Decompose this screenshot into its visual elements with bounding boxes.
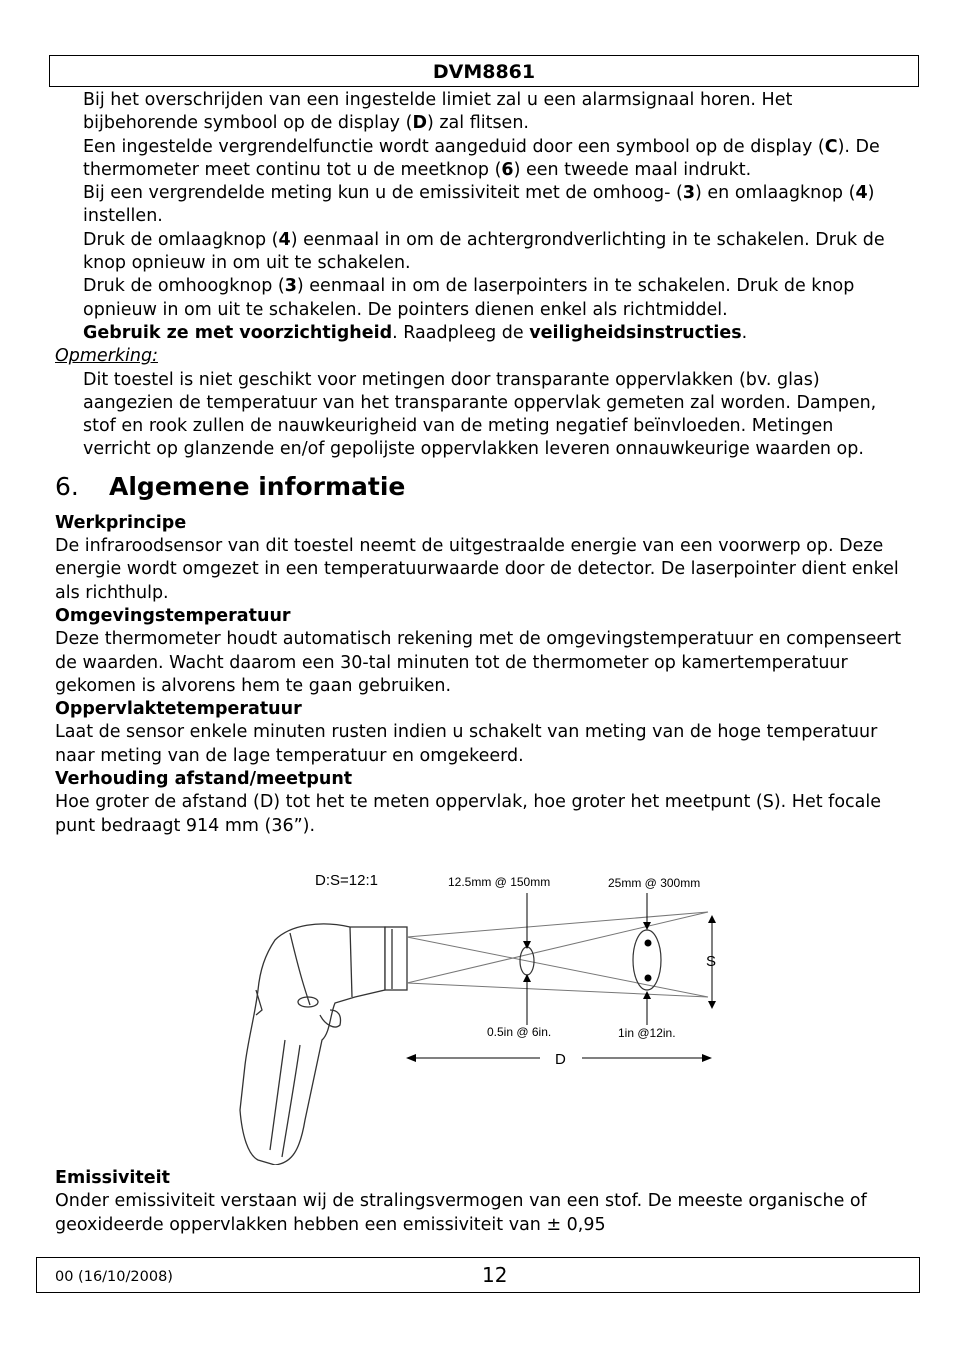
subsection-heading-omgevingstemperatuur: Omgevingstemperatuur: [55, 605, 291, 626]
s-arrowhead-top: [708, 915, 716, 923]
spot2-top-label: 25mm @ 300mm: [608, 876, 701, 890]
intro-paragraph-5: Druk de omhoogknop (3) eenmaal in om de laserpointers in te schakelen. Druk de knop opnieuw in om uit te schakelen. De pointers dienen enkel als richtmiddel.: [83, 276, 855, 320]
subsection-text-werkprincipe: De infraroodsensor van dit toestel neemt de uitgestraalde energie van een voorwerp op. Deze energie wordt omgezet in een temperatuurwaarde door de detector. De laserpointer dient enkel als richthulp.: [55, 536, 899, 603]
spot2-bottom-label: 1in @12in.: [618, 1026, 676, 1040]
laser-dot-upper: [645, 940, 652, 947]
note-text: Dit toestel is niet geschikt voor metingen door transparante oppervlakken (bv. glas) aangezien de temperatuur van het transparante oppervlak gemeten zal worden. Dampen, stof en rook zullen de nauwkeurigheid van de meting negatief beïnvloeden. Metingen verricht op glanzende en/of gepolijste oppervlakken leveren onnauwkeurige waarden op.: [83, 369, 877, 460]
intro-paragraph-6: Gebruik ze met voorzichtigheid. Raadpleeg de veiligheidsinstructies.: [83, 322, 748, 343]
page-content: [55, 89, 905, 838]
subsection-heading-werkprincipe: Werkprincipe: [55, 512, 187, 533]
intro-block: [55, 89, 905, 345]
intro-paragraph-3: Bij een vergrendelde meting kun u de emissiviteit met de omhoog- (3) en omlaagknop (4) instellen.: [83, 183, 875, 227]
d-arrowhead-right: [702, 1054, 712, 1062]
spot2-bottom-arrowhead: [643, 991, 651, 999]
page-number: 12: [482, 1263, 508, 1287]
spot1-bottom-label: 0.5in @ 6in.: [487, 1025, 552, 1039]
emissivity-heading: Emissiviteit: [55, 1168, 171, 1188]
emissivity-block: [55, 1167, 905, 1237]
footer-date: 00 (16/10/2008): [55, 1269, 173, 1285]
page-footer: [36, 1257, 920, 1293]
section-heading: [55, 472, 905, 502]
spot1-bottom-arrowhead: [523, 974, 531, 982]
thermometer-gun-icon: [240, 924, 407, 1165]
emissivity-text: Onder emissiviteit verstaan wij de stralingsvermogen van een stof. De meeste organische of geoxideerde oppervlakken hebben een emissiviteit van ± 0,95: [55, 1191, 867, 1235]
spot1-top-label: 12.5mm @ 150mm: [448, 875, 551, 889]
d-arrowhead-left: [406, 1054, 416, 1062]
s-label: S: [706, 953, 717, 970]
intro-paragraph-4: Druk de omlaagknop (4) eenmaal in om de achtergrondverlichting in te schakelen. Druk de knop opnieuw in om uit te schakelen.: [83, 229, 885, 274]
subsection-text-omgevingstemperatuur: Deze thermometer houdt automatisch rekening met de omgevingstemperatuur en compenseert de waarden. Wacht daarom een 30-tal minuten tot de thermometer op kamertemperatuur gekomen is alvorens hem te gaan gebruiken.: [55, 629, 902, 696]
section-title: Algemene informatie: [109, 471, 406, 501]
subsection-heading-oppervlaktetemperatuur: Oppervlaktetemperatuur: [55, 699, 302, 720]
ratio-label: D:S=12:1: [315, 872, 378, 889]
d-label: D: [555, 1051, 566, 1068]
document-model-title: DVM8861: [432, 61, 536, 83]
subsection-text-verhouding: Hoe groter de afstand (D) tot het te meten oppervlak, hoe groter het meetpunt (S). Het focale punt bedraagt 914 mm (36”).: [55, 792, 881, 836]
note-label: Opmerking:: [55, 346, 158, 367]
s-arrowhead-bottom: [708, 1001, 716, 1009]
subsection-heading-verhouding: Verhouding afstand/meetpunt: [55, 769, 353, 790]
diagram-svg: [230, 865, 730, 1165]
distance-spot-diagram: [230, 865, 730, 1165]
intro-paragraph-1: Bij het overschrijden van een ingestelde limiet zal u een alarmsignaal horen. Het bijbehorende symbool op de display (D) zal flitsen.: [83, 90, 793, 134]
laser-dot-lower: [645, 975, 652, 982]
beam-lines: [407, 912, 708, 997]
section-number: 6.: [55, 471, 79, 501]
page-header: [49, 55, 919, 87]
subsection-text-oppervlaktetemperatuur: Laat de sensor enkele minuten rusten indien u schakelt van meting van de hoge temperatuur naar meting van de lage temperatuur en omgekeerd.: [55, 722, 878, 766]
intro-paragraph-2: Een ingestelde vergrendelfunctie wordt aangeduid door een symbool op de display (C). De thermometer meet continu tot u de meetknop (6) een tweede maal indrukt.: [83, 136, 880, 180]
